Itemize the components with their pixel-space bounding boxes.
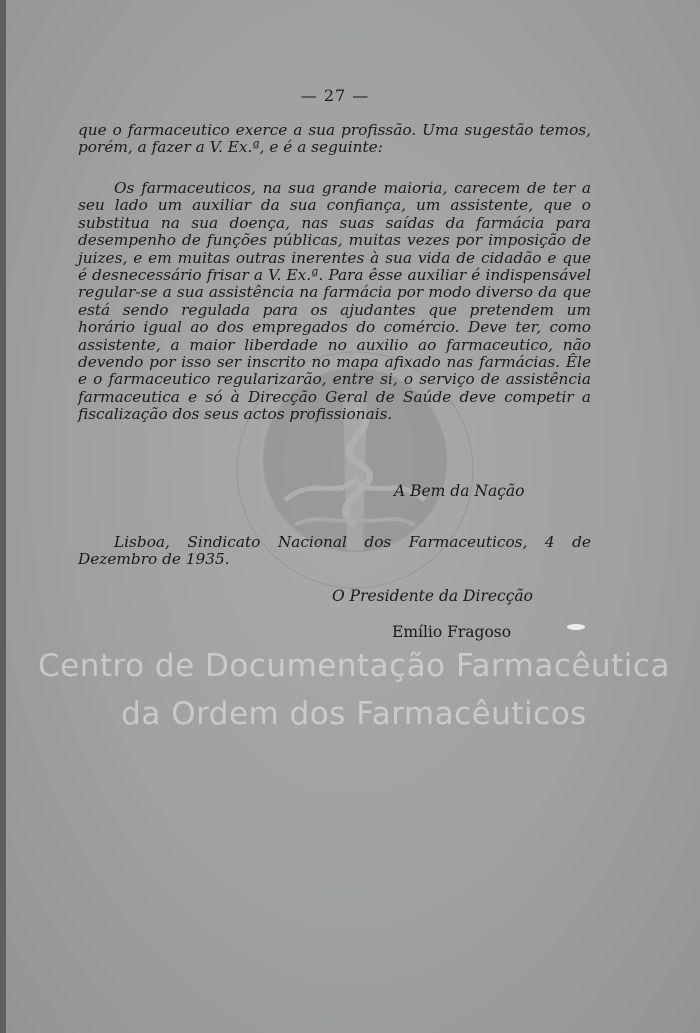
- paragraph-intro: que o farmaceutico exerce a sua profissão. Uma sugestão temos, porém, a fazer a V. Ex.ª, e é a seguinte:: [78, 121, 591, 157]
- watermark-line-2: da Ordem dos Farmacêuticos: [121, 696, 587, 732]
- signatory-name: Emílio Fragoso: [392, 623, 512, 641]
- signatory-title: O Presidente da Direcção: [332, 587, 533, 605]
- ink-blot-icon: [566, 623, 586, 631]
- watermark-line-1: Centro de Documentação Farmacêutica: [38, 648, 670, 684]
- page-number: — 27 —: [300, 86, 370, 105]
- dateline: Lisboa, Sindicato Nacional dos Farmaceuticos, 4 de Dezembro de 1935.: [78, 533, 591, 569]
- closing-motto: A Bem da Nação: [394, 482, 525, 500]
- paragraph-body: Os farmaceuticos, na sua grande maioria, carecem de ter a seu lado um auxiliar da sua confiança, um assistente, que o substitua na sua doença, nas suas saídas da farmácia para desempenho de funções públicas, muitas vezes por imposição de juizes, e em muitas outras inerentes à sua vida de cidadão e que é desnecessário frisar a V. Ex.ª. Para êsse auxiliar é indispensável regular-se a sua assistência na farmácia por modo diverso da que está sendo regulada para os ajudantes que pretendem um horário igual ao dos empregados do comércio. Deve ter, como assistente, a maior liberdade no auxilio ao farmaceutico, não devendo por isso ser inscrito no mapa afixado nas farmácias. Êle e o farmaceutico regularizarão, entre si, o serviço de assistência farmaceutica e só à Direcção Geral de Saúde deve competir a fiscalização dos seus actos profissionais.: [78, 179, 591, 424]
- page-edge-shadow: [0, 0, 6, 1033]
